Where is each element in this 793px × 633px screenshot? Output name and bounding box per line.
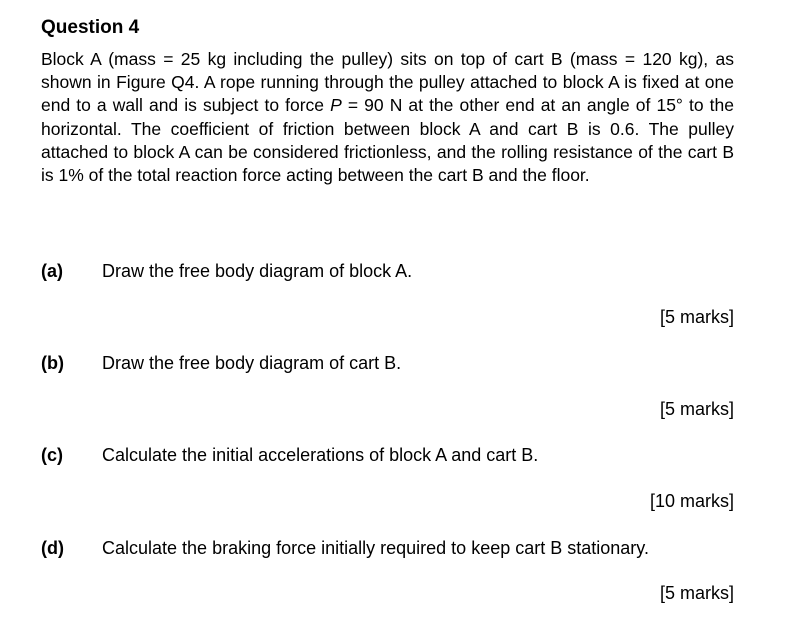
part-a-label: (a) [41,261,63,281]
part-c-marks: [10 marks] [649,491,734,511]
part-a-marks: [5 marks] [659,307,734,327]
part-c [0,443,793,473]
part-b-text: Draw the free body diagram of cart B. [102,353,402,373]
part-c-text: Calculate the initial accelerations of block A and cart B. [102,445,539,465]
question-title: Question 4 [41,17,140,38]
part-d-text: Calculate the braking force initially required to keep cart B stationary. [102,538,649,558]
part-b [0,351,793,381]
intro-text-before: Block A (mass = 25 kg including the pulley) sits on top of cart B (mass = 120 kg), as shown in Figure Q4. A rope running through the pulley attached to block A is fixed at one end to a wall and is subject to force [41,49,734,116]
force-symbol: P [330,95,342,116]
part-d-label: (d) [41,538,64,558]
part-b-marks: [5 marks] [659,399,734,419]
part-b-label: (b) [41,353,64,373]
part-d-marks: [5 marks] [659,583,734,603]
part-c-label: (c) [41,445,63,465]
part-d [0,536,793,566]
part-a-text: Draw the free body diagram of block A. [102,261,413,281]
intro-text-after: = 90 N at the other end at an angle of 15° to the horizontal. The coefficient of friction between block A and cart B is 0.6. The pulley attached to block A can be considered frictionless, and the rolling resistance of the cart B is 1% of the total reaction force acting between the cart B and the floor. [41,95,734,186]
part-a [0,259,793,289]
question-intro [41,48,734,187]
